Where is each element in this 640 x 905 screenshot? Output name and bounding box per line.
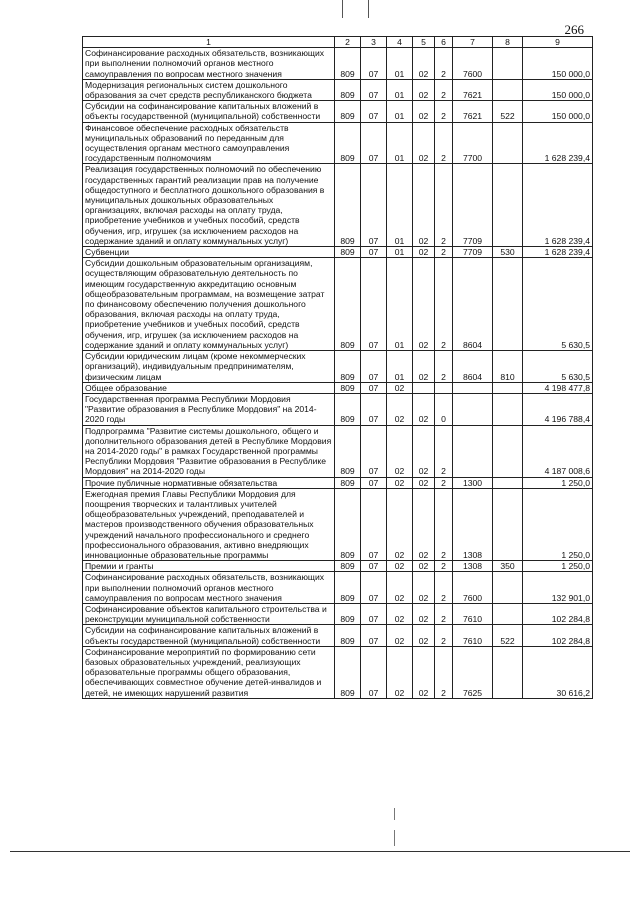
row-cell-c9: 1 250,0 [523, 488, 593, 560]
row-cell-c2: 809 [335, 122, 361, 164]
row-name-cell: Ежегодная премия Главы Республики Мордовия для поощрения творческих и талантливых учителей общеобразовательных учреждений, преподавателей и мастеров производственного обучения образовательных учреждений начального профессионального и среднего профессионального образования, активно внедряющих инновационные образовательные программы [83, 488, 335, 560]
row-cell-c2: 809 [335, 79, 361, 100]
table-row [83, 646, 593, 698]
row-cell-c2: 809 [335, 393, 361, 425]
row-cell-c5: 02 [413, 646, 435, 698]
row-name-cell: Реализация государственных полномочий по обеспечению государственных гарантий реализации прав на получение общедоступного и бесплатного дошкольного образования в муниципальных дошкольных образовательных организациях, включая расходы на оплату труда, приобретение учебников и учебных пособий, средств обучения, игр, игрушек (за исключением расходов на содержание зданий и оплату коммунальных услуг) [83, 164, 335, 247]
row-cell-c2: 809 [335, 425, 361, 477]
row-cell-c2: 809 [335, 382, 361, 393]
row-cell-c4: 02 [387, 572, 413, 604]
table-row [83, 48, 593, 80]
row-cell-c2: 809 [335, 646, 361, 698]
table-row [83, 603, 593, 624]
column-header: 3 [361, 37, 387, 48]
row-cell-c3: 07 [361, 477, 387, 488]
row-name-cell: Софинансирование мероприятий по формированию сети базовых образовательных учреждений, реализующих образовательные программы общего образования, обеспечивающих совместное обучение детей-инвалидов и детей, не имеющих нарушений развития [83, 646, 335, 698]
row-cell-c8 [493, 258, 523, 351]
row-cell-c5: 02 [413, 477, 435, 488]
budget-table [82, 36, 593, 699]
row-cell-c7: 7625 [453, 646, 493, 698]
row-cell-c8 [493, 122, 523, 164]
row-cell-c4: 01 [387, 122, 413, 164]
row-cell-c2: 809 [335, 488, 361, 560]
table-row [83, 393, 593, 425]
row-name-cell: Подпрограмма "Развитие системы дошкольного, общего и дополнительного образования детей в Республике Мордовия на 2014-2020 годы" в рамках Государственной программы Республики Мордовия "Развитие образования в Республике Мордовия" на 2014-2020 годы [83, 425, 335, 477]
row-cell-c7: 1308 [453, 488, 493, 560]
row-name-cell: Субсидии на софинансирование капитальных вложений в объекты государственной (муниципальной) собственности [83, 625, 335, 646]
row-name-cell: Субвенции [83, 247, 335, 258]
row-name-cell: Прочие публичные нормативные обязательства [83, 477, 335, 488]
row-cell-c8 [493, 79, 523, 100]
row-cell-c2: 809 [335, 48, 361, 80]
row-cell-c5: 02 [413, 561, 435, 572]
row-cell-c9: 1 628 239,4 [523, 122, 593, 164]
row-cell-c9: 1 628 239,4 [523, 164, 593, 247]
row-cell-c6: 2 [435, 258, 453, 351]
row-cell-c2: 809 [335, 572, 361, 604]
row-cell-c9: 150 000,0 [523, 48, 593, 80]
row-name-cell: Модернизация региональных систем дошкольного образования за счет средств республиканского бюджета [83, 79, 335, 100]
row-cell-c2: 809 [335, 247, 361, 258]
row-cell-c6: 2 [435, 101, 453, 122]
row-cell-c2: 809 [335, 164, 361, 247]
row-name-cell: Субсидии юридическим лицам (кроме некоммерческих организаций), индивидуальным предпринимателям, физическим лицам [83, 351, 335, 383]
row-cell-c9: 1 250,0 [523, 561, 593, 572]
row-cell-c7: 7709 [453, 247, 493, 258]
row-cell-c7: 7600 [453, 572, 493, 604]
row-name-cell: Субсидии на софинансирование капитальных вложений в объекты государственной (муниципальной) собственности [83, 101, 335, 122]
column-header: 6 [435, 37, 453, 48]
row-cell-c4: 01 [387, 258, 413, 351]
row-cell-c7: 7600 [453, 48, 493, 80]
row-cell-c3: 07 [361, 122, 387, 164]
row-name-cell: Государственная программа Республики Мордовия "Развитие образования в Республике Мордовия" на 2014-2020 годы [83, 393, 335, 425]
row-cell-c5: 02 [413, 488, 435, 560]
row-name-cell: Общее образование [83, 382, 335, 393]
table-row [83, 488, 593, 560]
column-header: 4 [387, 37, 413, 48]
row-cell-c6: 0 [435, 393, 453, 425]
row-cell-c8 [493, 393, 523, 425]
column-header: 8 [493, 37, 523, 48]
row-cell-c8 [493, 603, 523, 624]
page-number: 266 [564, 22, 584, 37]
row-cell-c8 [493, 425, 523, 477]
row-cell-c5: 02 [413, 258, 435, 351]
row-cell-c4: 02 [387, 425, 413, 477]
row-cell-c2: 809 [335, 351, 361, 383]
row-cell-c5: 02 [413, 164, 435, 247]
row-cell-c2: 809 [335, 625, 361, 646]
row-cell-c9: 30 616,2 [523, 646, 593, 698]
table-row [83, 164, 593, 247]
table-row [83, 561, 593, 572]
row-cell-c4: 01 [387, 79, 413, 100]
column-header: 9 [523, 37, 593, 48]
row-cell-c9: 4 198 477,8 [523, 382, 593, 393]
row-name-cell: Премии и гранты [83, 561, 335, 572]
row-cell-c7 [453, 393, 493, 425]
row-cell-c5: 02 [413, 625, 435, 646]
table-row [83, 572, 593, 604]
row-name-cell: Финансовое обеспечение расходных обязательств муниципальных образований по переданным для осуществления органам местного самоуправления государственным полномочиям [83, 122, 335, 164]
row-cell-c6: 2 [435, 646, 453, 698]
row-cell-c3: 07 [361, 625, 387, 646]
row-cell-c3: 07 [361, 382, 387, 393]
row-cell-c2: 809 [335, 101, 361, 122]
row-cell-c7: 7610 [453, 625, 493, 646]
row-cell-c7: 1300 [453, 477, 493, 488]
row-cell-c6: 2 [435, 247, 453, 258]
row-cell-c6: 2 [435, 603, 453, 624]
row-cell-c4: 02 [387, 477, 413, 488]
row-cell-c2: 809 [335, 258, 361, 351]
row-cell-c8: 522 [493, 625, 523, 646]
row-cell-c9: 4 187 008,6 [523, 425, 593, 477]
row-cell-c5: 02 [413, 572, 435, 604]
row-cell-c5: 02 [413, 247, 435, 258]
row-cell-c9: 1 250,0 [523, 477, 593, 488]
table-row [83, 477, 593, 488]
row-cell-c3: 07 [361, 164, 387, 247]
row-cell-c3: 07 [361, 603, 387, 624]
column-header: 5 [413, 37, 435, 48]
binding-marks-bottom [390, 808, 400, 848]
row-cell-c7: 7700 [453, 122, 493, 164]
row-name-cell: Софинансирование расходных обязательств, возникающих при выполнении полномочий органов местного самоуправления по вопросам местного значения [83, 572, 335, 604]
row-name-cell: Субсидии дошкольным образовательным организациям, осуществляющим образовательную деятельность по имеющим государственную аккредитацию основным общеобразовательным программам, на возмещение затрат по финансовому обеспечению получения дошкольного образования, включая расходы на оплату труда, приобретение учебников и учебных пособий, средств обучения, игр, игрушек (за исключением расходов на содержание зданий и оплату коммунальных услуг) [83, 258, 335, 351]
row-cell-c3: 07 [361, 425, 387, 477]
row-cell-c3: 07 [361, 48, 387, 80]
row-cell-c7: 1308 [453, 561, 493, 572]
row-cell-c5: 02 [413, 425, 435, 477]
row-cell-c8 [493, 488, 523, 560]
row-cell-c8 [493, 646, 523, 698]
row-cell-c9: 150 000,0 [523, 101, 593, 122]
row-cell-c4: 02 [387, 393, 413, 425]
row-cell-c9: 1 628 239,4 [523, 247, 593, 258]
row-cell-c9: 150 000,0 [523, 79, 593, 100]
row-cell-c8: 350 [493, 561, 523, 572]
row-cell-c9: 5 630,5 [523, 258, 593, 351]
row-cell-c4: 02 [387, 646, 413, 698]
page-bottom-rule [10, 851, 630, 852]
row-cell-c6: 2 [435, 425, 453, 477]
row-cell-c3: 07 [361, 572, 387, 604]
row-cell-c9: 4 196 788,4 [523, 393, 593, 425]
row-cell-c6: 2 [435, 79, 453, 100]
row-cell-c9: 102 284,8 [523, 603, 593, 624]
row-cell-c3: 07 [361, 247, 387, 258]
table-row [83, 258, 593, 351]
table-row [83, 351, 593, 383]
row-cell-c6: 2 [435, 477, 453, 488]
column-header: 2 [335, 37, 361, 48]
row-cell-c5: 02 [413, 48, 435, 80]
row-cell-c7: 7610 [453, 603, 493, 624]
row-cell-c4: 02 [387, 561, 413, 572]
row-cell-c7: 7621 [453, 79, 493, 100]
row-cell-c8 [493, 164, 523, 247]
row-cell-c4: 01 [387, 164, 413, 247]
row-name-cell: Софинансирование объектов капитального строительства и реконструкции муниципальной собственности [83, 603, 335, 624]
row-cell-c4: 02 [387, 603, 413, 624]
row-cell-c3: 07 [361, 561, 387, 572]
row-cell-c8 [493, 48, 523, 80]
row-cell-c5: 02 [413, 122, 435, 164]
row-cell-c3: 07 [361, 258, 387, 351]
row-cell-c7: 8604 [453, 258, 493, 351]
row-name-cell: Софинансирование расходных обязательств, возникающих при выполнении полномочий органов местного самоуправления по вопросам местного значения [83, 48, 335, 80]
column-header: 1 [83, 37, 335, 48]
row-cell-c3: 07 [361, 488, 387, 560]
row-cell-c6: 2 [435, 488, 453, 560]
row-cell-c6: 2 [435, 164, 453, 247]
row-cell-c7: 7621 [453, 101, 493, 122]
row-cell-c5 [413, 382, 435, 393]
binding-marks-top [338, 0, 378, 20]
table-row [83, 382, 593, 393]
table-row [83, 247, 593, 258]
row-cell-c6: 2 [435, 572, 453, 604]
row-cell-c3: 07 [361, 79, 387, 100]
row-cell-c5: 02 [413, 79, 435, 100]
table-header-row [83, 37, 593, 48]
column-header: 7 [453, 37, 493, 48]
row-cell-c5: 02 [413, 603, 435, 624]
row-cell-c7: 8604 [453, 351, 493, 383]
row-cell-c2: 809 [335, 477, 361, 488]
row-cell-c9: 132 901,0 [523, 572, 593, 604]
row-cell-c6: 2 [435, 561, 453, 572]
row-cell-c7 [453, 425, 493, 477]
row-cell-c7 [453, 382, 493, 393]
row-cell-c3: 07 [361, 393, 387, 425]
table-row [83, 79, 593, 100]
table-row [83, 425, 593, 477]
row-cell-c6: 2 [435, 122, 453, 164]
row-cell-c8 [493, 572, 523, 604]
row-cell-c6: 2 [435, 48, 453, 80]
row-cell-c8 [493, 382, 523, 393]
table-row [83, 625, 593, 646]
row-cell-c6: 2 [435, 625, 453, 646]
row-cell-c3: 07 [361, 646, 387, 698]
row-cell-c2: 809 [335, 561, 361, 572]
row-cell-c4: 01 [387, 351, 413, 383]
row-cell-c5: 02 [413, 351, 435, 383]
row-cell-c2: 809 [335, 603, 361, 624]
row-cell-c9: 5 630,5 [523, 351, 593, 383]
row-cell-c5: 02 [413, 393, 435, 425]
table-row [83, 101, 593, 122]
row-cell-c8: 530 [493, 247, 523, 258]
row-cell-c6 [435, 382, 453, 393]
row-cell-c7: 7709 [453, 164, 493, 247]
row-cell-c8: 522 [493, 101, 523, 122]
row-cell-c4: 02 [387, 488, 413, 560]
row-cell-c4: 02 [387, 382, 413, 393]
row-cell-c3: 07 [361, 351, 387, 383]
row-cell-c4: 01 [387, 101, 413, 122]
row-cell-c4: 02 [387, 625, 413, 646]
row-cell-c8: 810 [493, 351, 523, 383]
row-cell-c4: 01 [387, 48, 413, 80]
row-cell-c5: 02 [413, 101, 435, 122]
row-cell-c6: 2 [435, 351, 453, 383]
table-row [83, 122, 593, 164]
row-cell-c9: 102 284,8 [523, 625, 593, 646]
row-cell-c3: 07 [361, 101, 387, 122]
row-cell-c8 [493, 477, 523, 488]
row-cell-c4: 01 [387, 247, 413, 258]
